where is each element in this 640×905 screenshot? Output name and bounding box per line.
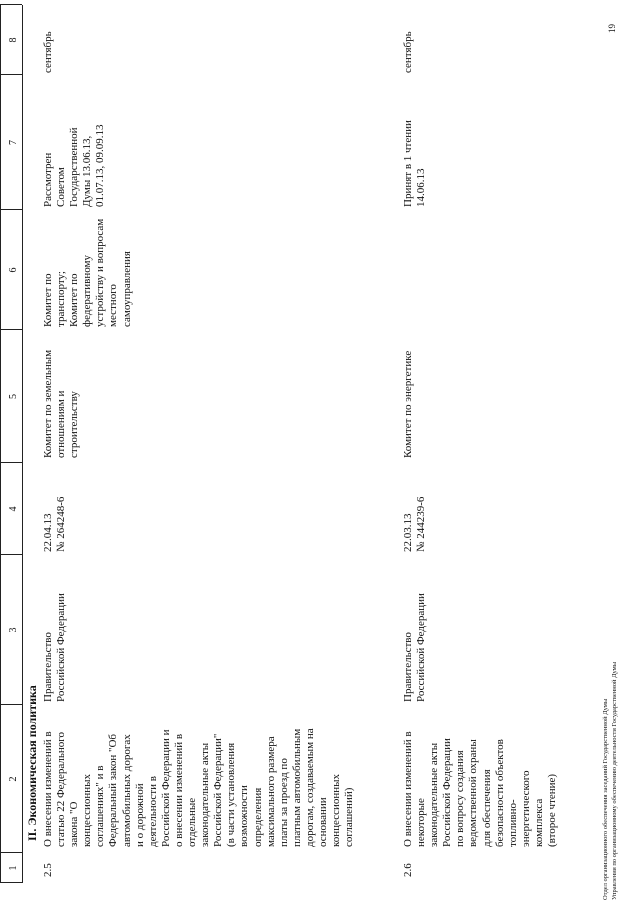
bill-status: Принят в 1 чтении 14.06.13: [402, 120, 428, 207]
co-executor-committees: Комитет по транспорту; Комитет по федеративному устройству и вопросам местного самоуправления: [42, 218, 133, 327]
column-header-8: 8: [8, 37, 19, 43]
column-header-6: 6: [8, 267, 19, 273]
column-header-2: 2: [8, 776, 19, 782]
registration-date-number: 22.04.13 № 264248-6: [42, 496, 68, 552]
column-header-1: 1: [8, 865, 19, 871]
registration-date-number: 22.03.13 № 244239-6: [402, 496, 428, 552]
bill-author: Правительство Российской Федерации: [402, 593, 428, 702]
footer-department-line: Отдел организационного обеспечения заседаний Государственной Думы: [602, 698, 609, 900]
responsible-committee: Комитет по энергетике: [402, 350, 414, 458]
column-header-5: 5: [8, 394, 19, 399]
header-bottom-border: [22, 5, 23, 883]
bill-title: О внесении изменений в некоторые законодательные акты Российской Федерации по вопросу создания ведомственной охраны для обеспечения безопасности объектов топливно- энергетического комплекса (второе чтение): [402, 731, 559, 847]
page-number: 19: [607, 24, 617, 33]
column-header-3: 3: [8, 627, 19, 633]
bill-status: Рассмотрен Советом Государственной Думы 13.06.13, 01.07.13, 09.09.13: [42, 124, 107, 207]
consideration-term: сентябрь: [42, 31, 54, 73]
consideration-term: сентябрь: [402, 31, 414, 73]
row-number: 2.5: [42, 863, 54, 877]
column-header-4: 4: [8, 506, 19, 512]
bill-author: Правительство Российской Федерации: [42, 593, 68, 702]
bill-title: О внесении изменений в статью 22 Федерального закона "О концессионных соглашениях" и в Федеральный закон "Об автомобильных дорогах и о дорожной деятельности в Российской Федерации и о внесении изменений в отдельные законодательные акты Российской Федерации" (в части установления возможности определения максимального размера платы за проезд по платным автомобильным дорогам, создаваемым на основании концессионных соглашений): [42, 728, 356, 847]
section-title: II. Экономическая политика: [25, 685, 39, 841]
column-header-7: 7: [8, 140, 19, 145]
table-top-border: [0, 5, 1, 883]
footer-directorate-line: Управления по организационному обеспечению деятельности Государственной Думы: [611, 661, 618, 900]
responsible-committee: Комитет по земельным отношениям и строительству: [42, 349, 81, 458]
row-number: 2.6: [402, 863, 414, 877]
